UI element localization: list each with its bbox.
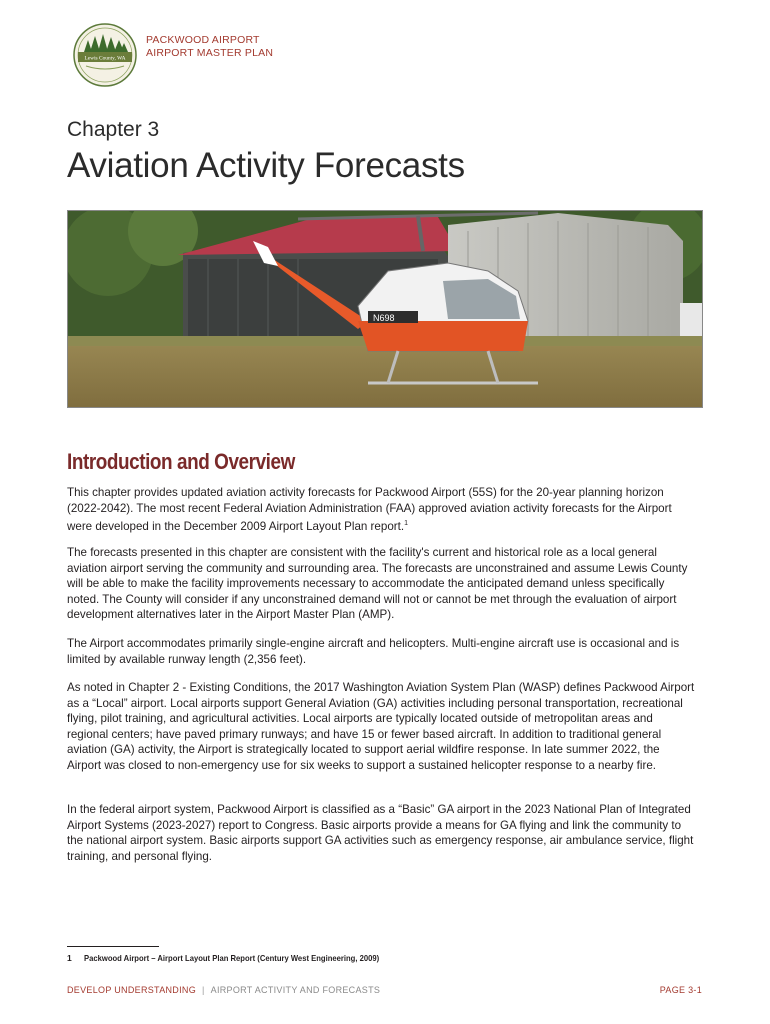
footnote-rule bbox=[67, 946, 159, 947]
section-heading: Introduction and Overview bbox=[67, 449, 295, 474]
helicopter-registration: N698 bbox=[373, 313, 395, 323]
page-title: Aviation Activity Forecasts bbox=[67, 146, 465, 185]
footer-section: DEVELOP UNDERSTANDING bbox=[67, 985, 196, 995]
paragraph-3: The Airport accommodates primarily single-engine aircraft and helicopters. Multi-engine aircraft use is occasional and is limited by available runway length (2,356 feet). bbox=[67, 637, 680, 666]
page-number: PAGE 3-1 bbox=[659, 985, 702, 995]
footnote-text: Packwood Airport – Airport Layout Plan Report (Century West Engineering, 2009) bbox=[84, 953, 380, 963]
paragraph-5: In the federal airport system, Packwood Airport is classified as a “Basic” GA airport in the 2023 National Plan of Integrated Airport Systems (2023-2027) report to Congress. Basic airports provide a means for GA flying and link the community to the national airport system. Basic airports support GA activities such as emergency response, air ambulance service, flight training, and personal flying. bbox=[67, 803, 694, 863]
header-plan-name: AIRPORT MASTER PLAN bbox=[146, 47, 274, 59]
lewis-county-logo bbox=[72, 22, 138, 88]
footnote-ref: 1 bbox=[404, 520, 408, 528]
paragraph-1: This chapter provides updated aviation activity forecasts for Packwood Airport (55S) for the 20-year planning horizon (2022-2042). The most recent Federal Aviation Administration (FAA) approved aviation activity forecasts for the Airport were developed in the December 2009 Airport Layout Plan report.$^1$ bbox=[67, 486, 672, 534]
footer-chapter: AIRPORT ACTIVITY AND FORECASTS bbox=[210, 985, 381, 995]
footer-separator: | bbox=[202, 985, 205, 995]
logo-text: Lewis County, WA bbox=[84, 55, 126, 62]
header-airport-name: PACKWOOD AIRPORT bbox=[146, 34, 260, 46]
footer-breadcrumb bbox=[67, 985, 380, 995]
footnote-number: 1 bbox=[67, 953, 72, 963]
paragraph-4: As noted in Chapter 2 - Existing Conditions, the 2017 Washington Aviation System Plan (WASP) defines Packwood Airport as a “Local” airport. Local airports support General Aviation (GA) activities including personal transportation, recreational flying, pilot training, and agricultural activities. Local airports are typically located outside of metropolitan areas and regional centers; have paved primary runways; and have 15 or fewer based aircraft. In addition to traditional general aviation (GA) activity, the Airport is strategically located to support aerial wildfire response. In late summer 2022, the Airport was closed to non-emergency use for six weeks to support a sustained helicopter response to a nearby fire. bbox=[67, 681, 695, 772]
paragraph-2: The forecasts presented in this chapter are consistent with the facility's current and historical role as a local general aviation airport serving the community and surrounding area. The forecasts are unconstrained and assume Lewis County will be able to make the facility improvements necessary to accommodate the anticipated demand unless specifically noted. The County will consider if any unconstrained demand will not or cannot be met through the evaluation of airport development alternatives later in the Airport Master Plan (AMP). bbox=[67, 546, 688, 622]
helicopter-photo bbox=[67, 210, 703, 408]
chapter-label: Chapter 3 bbox=[67, 118, 160, 141]
